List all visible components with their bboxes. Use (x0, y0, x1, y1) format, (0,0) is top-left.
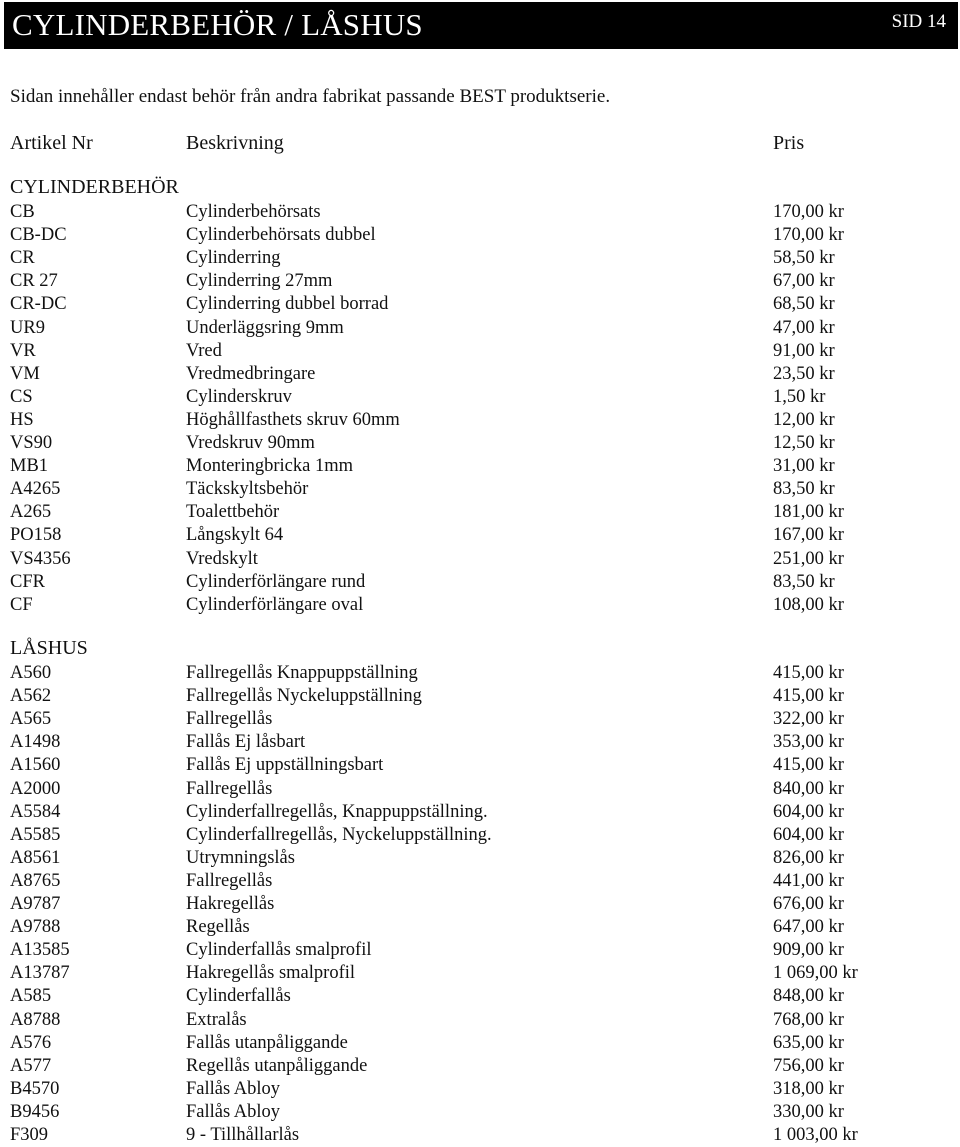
article-number: A577 (10, 1055, 52, 1076)
item-price: 23,50 kr (773, 363, 835, 384)
article-number: A5585 (10, 824, 61, 845)
article-number: A560 (10, 663, 52, 683)
item-description: Täckskyltsbehör (186, 479, 309, 500)
item-price: 91,00 kr (773, 340, 835, 361)
item-price: 826,00 kr (773, 847, 844, 868)
item-price: 647,00 kr (773, 917, 844, 938)
table-row (0, 478, 960, 501)
item-price: 31,00 kr (773, 456, 835, 477)
table-row (0, 455, 960, 478)
table-row (0, 524, 960, 547)
item-price: 58,50 kr (773, 248, 835, 269)
item-price: 108,00 kr (773, 594, 844, 615)
article-number: A8765 (10, 870, 61, 891)
item-price: 840,00 kr (773, 778, 844, 799)
item-price: 170,00 kr (773, 202, 844, 222)
article-number: A2000 (10, 778, 61, 799)
article-number: A576 (10, 1032, 52, 1053)
section-title: CYLINDERBEHÖR (10, 176, 179, 198)
item-price: 604,00 kr (773, 801, 844, 822)
item-description: Underläggsring 9mm (186, 317, 344, 338)
article-number: A5584 (10, 801, 61, 822)
table-row (0, 409, 960, 432)
item-description: Vred (186, 340, 222, 361)
item-description: Toalettbehör (186, 502, 280, 523)
article-number: CR-DC (10, 294, 67, 315)
item-price: 768,00 kr (773, 1009, 844, 1030)
item-price: 604,00 kr (773, 824, 844, 845)
item-description: Fallregellås Nyckeluppställning (186, 686, 422, 707)
table-row (0, 594, 960, 617)
item-price: 12,50 kr (773, 433, 835, 453)
table-row (0, 778, 960, 801)
column-header-price: Pris (773, 132, 805, 154)
table-row (0, 317, 960, 340)
table-row (0, 247, 960, 270)
item-description: Regellås (186, 917, 250, 938)
article-number: A562 (10, 686, 52, 707)
article-number: CR 27 (10, 271, 58, 292)
table-row (0, 571, 960, 594)
item-description: Extralås (186, 1009, 247, 1030)
item-price: 83,50 kr (773, 479, 835, 500)
table-row (0, 754, 960, 777)
table-row (0, 293, 960, 316)
item-price: 12,00 kr (773, 409, 835, 430)
item-description: Cylinderring dubbel borrad (186, 294, 389, 315)
article-number: A9788 (10, 917, 61, 938)
table-row (0, 432, 960, 455)
table-row (0, 708, 960, 731)
item-description: Cylinderring 27mm (186, 271, 333, 292)
item-description: Cylinderfallregellås, Nyckeluppställning. (186, 824, 492, 845)
article-number: B9456 (10, 1101, 60, 1122)
article-number: VS90 (10, 433, 53, 453)
item-price: 415,00 kr (773, 755, 844, 776)
item-description: Monteringbricka 1mm (186, 456, 353, 477)
item-description: Höghållfasthets skruv 60mm (186, 409, 400, 430)
item-description: Cylinderring (186, 248, 281, 269)
article-number: VM (10, 363, 40, 384)
article-number: CFR (10, 571, 45, 592)
item-price: 441,00 kr (773, 870, 844, 891)
article-number: HS (10, 409, 34, 430)
table-row (0, 224, 960, 247)
item-description: Fallås Abloy (186, 1078, 281, 1099)
item-description: Vredmedbringare (186, 363, 316, 384)
item-price: 415,00 kr (773, 686, 844, 707)
table-row (0, 1124, 960, 1147)
column-header-article: Artikel Nr (10, 132, 93, 154)
article-number: CS (10, 386, 33, 407)
item-price: 909,00 kr (773, 940, 844, 961)
item-description: Cylinderfallås smalprofil (186, 940, 372, 961)
item-description: Fallregellås (186, 778, 273, 799)
article-number: CR (10, 248, 35, 269)
item-description: Cylinderförlängare rund (186, 571, 366, 592)
table-row (0, 685, 960, 708)
article-number: CB (10, 202, 35, 222)
table-row (0, 962, 960, 985)
section-title: LÅSHUS (10, 637, 88, 659)
article-number: A8561 (10, 847, 61, 868)
table-row (0, 1101, 960, 1124)
article-number: CB-DC (10, 225, 67, 246)
item-price: 47,00 kr (773, 317, 835, 338)
article-number: A565 (10, 709, 52, 730)
table-row (0, 985, 960, 1008)
item-price: 170,00 kr (773, 225, 844, 246)
article-number: A1560 (10, 755, 61, 776)
item-description: Fallregellås (186, 870, 273, 891)
table-row (0, 801, 960, 824)
table-row (0, 870, 960, 893)
article-number: A8788 (10, 1009, 61, 1030)
item-description: Cylinderbehörsats dubbel (186, 225, 376, 246)
item-price: 1,50 kr (773, 386, 826, 407)
table-row (0, 201, 960, 224)
item-description: Fallregellås (186, 709, 273, 730)
item-price: 353,00 kr (773, 732, 844, 753)
article-number: F309 (10, 1125, 49, 1145)
article-number: A9787 (10, 894, 61, 914)
item-description: Hakregellås smalprofil (186, 963, 356, 984)
item-description: Cylinderskruv (186, 386, 292, 407)
item-price: 1 003,00 kr (773, 1125, 858, 1145)
item-price: 676,00 kr (773, 894, 844, 914)
table-row (0, 501, 960, 524)
table-row (0, 1078, 960, 1101)
item-price: 1 069,00 kr (773, 963, 858, 984)
intro-text: Sidan innehåller endast behör från andra fabrikat passande BEST produktserie. (10, 86, 611, 107)
item-price: 330,00 kr (773, 1101, 844, 1122)
table-row (0, 662, 960, 685)
article-number: PO158 (10, 525, 62, 546)
table-row (0, 363, 960, 386)
article-number: A13585 (10, 940, 70, 961)
table-row (0, 340, 960, 363)
item-price: 848,00 kr (773, 986, 844, 1007)
table-row (0, 824, 960, 847)
page-number: SID 14 (891, 11, 946, 32)
item-price: 756,00 kr (773, 1055, 844, 1076)
article-number: VR (10, 340, 36, 361)
article-number: UR9 (10, 317, 45, 338)
table-row (0, 916, 960, 939)
table-row (0, 731, 960, 754)
article-number: CF (10, 594, 33, 615)
page-title: CYLINDERBEHÖR / LÅSHUS (12, 7, 423, 42)
item-description: Regellås utanpåliggande (186, 1055, 368, 1076)
table-row (0, 1055, 960, 1078)
item-description: 9 - Tillhållarlås (186, 1125, 300, 1145)
table-row (0, 893, 960, 916)
item-description: Fallås Ej låsbart (186, 732, 306, 753)
column-header-description: Beskrivning (186, 132, 284, 154)
page-header (4, 2, 958, 49)
article-number: A1498 (10, 732, 61, 753)
item-price: 415,00 kr (773, 663, 844, 683)
item-description: Cylinderfallås (186, 986, 291, 1007)
table-row (0, 1032, 960, 1055)
article-number: B4570 (10, 1078, 60, 1099)
item-description: Utrymningslås (186, 847, 295, 868)
item-description: Fallregellås Knappuppställning (186, 663, 418, 683)
item-price: 251,00 kr (773, 548, 844, 569)
article-number: A265 (10, 502, 52, 523)
item-description: Fallås utanpåliggande (186, 1032, 348, 1053)
item-description: Vredskylt (186, 548, 258, 569)
table-row (0, 939, 960, 962)
article-number: A13787 (10, 963, 70, 984)
item-description: Fallås Ej uppställningsbart (186, 755, 384, 776)
item-price: 635,00 kr (773, 1032, 844, 1053)
item-description: Cylinderbehörsats (186, 202, 321, 222)
article-number: A585 (10, 986, 52, 1007)
table-row (0, 847, 960, 870)
table-row (0, 1009, 960, 1032)
article-number: MB1 (10, 456, 49, 477)
item-description: Hakregellås (186, 894, 275, 914)
table-row (0, 270, 960, 293)
article-number: VS4356 (10, 548, 71, 569)
table-row (0, 548, 960, 571)
item-description: Cylinderfallregellås, Knappuppställning. (186, 801, 488, 822)
item-price: 167,00 kr (773, 525, 844, 546)
item-price: 67,00 kr (773, 271, 835, 292)
item-price: 322,00 kr (773, 709, 844, 730)
item-description: Långskylt 64 (186, 525, 284, 546)
item-description: Vredskruv 90mm (186, 433, 315, 453)
item-price: 68,50 kr (773, 294, 835, 315)
item-price: 318,00 kr (773, 1078, 844, 1099)
item-price: 83,50 kr (773, 571, 835, 592)
item-price: 181,00 kr (773, 502, 844, 523)
item-description: Cylinderförlängare oval (186, 594, 364, 615)
article-number: A4265 (10, 479, 61, 500)
table-row (0, 386, 960, 409)
item-description: Fallås Abloy (186, 1101, 281, 1122)
